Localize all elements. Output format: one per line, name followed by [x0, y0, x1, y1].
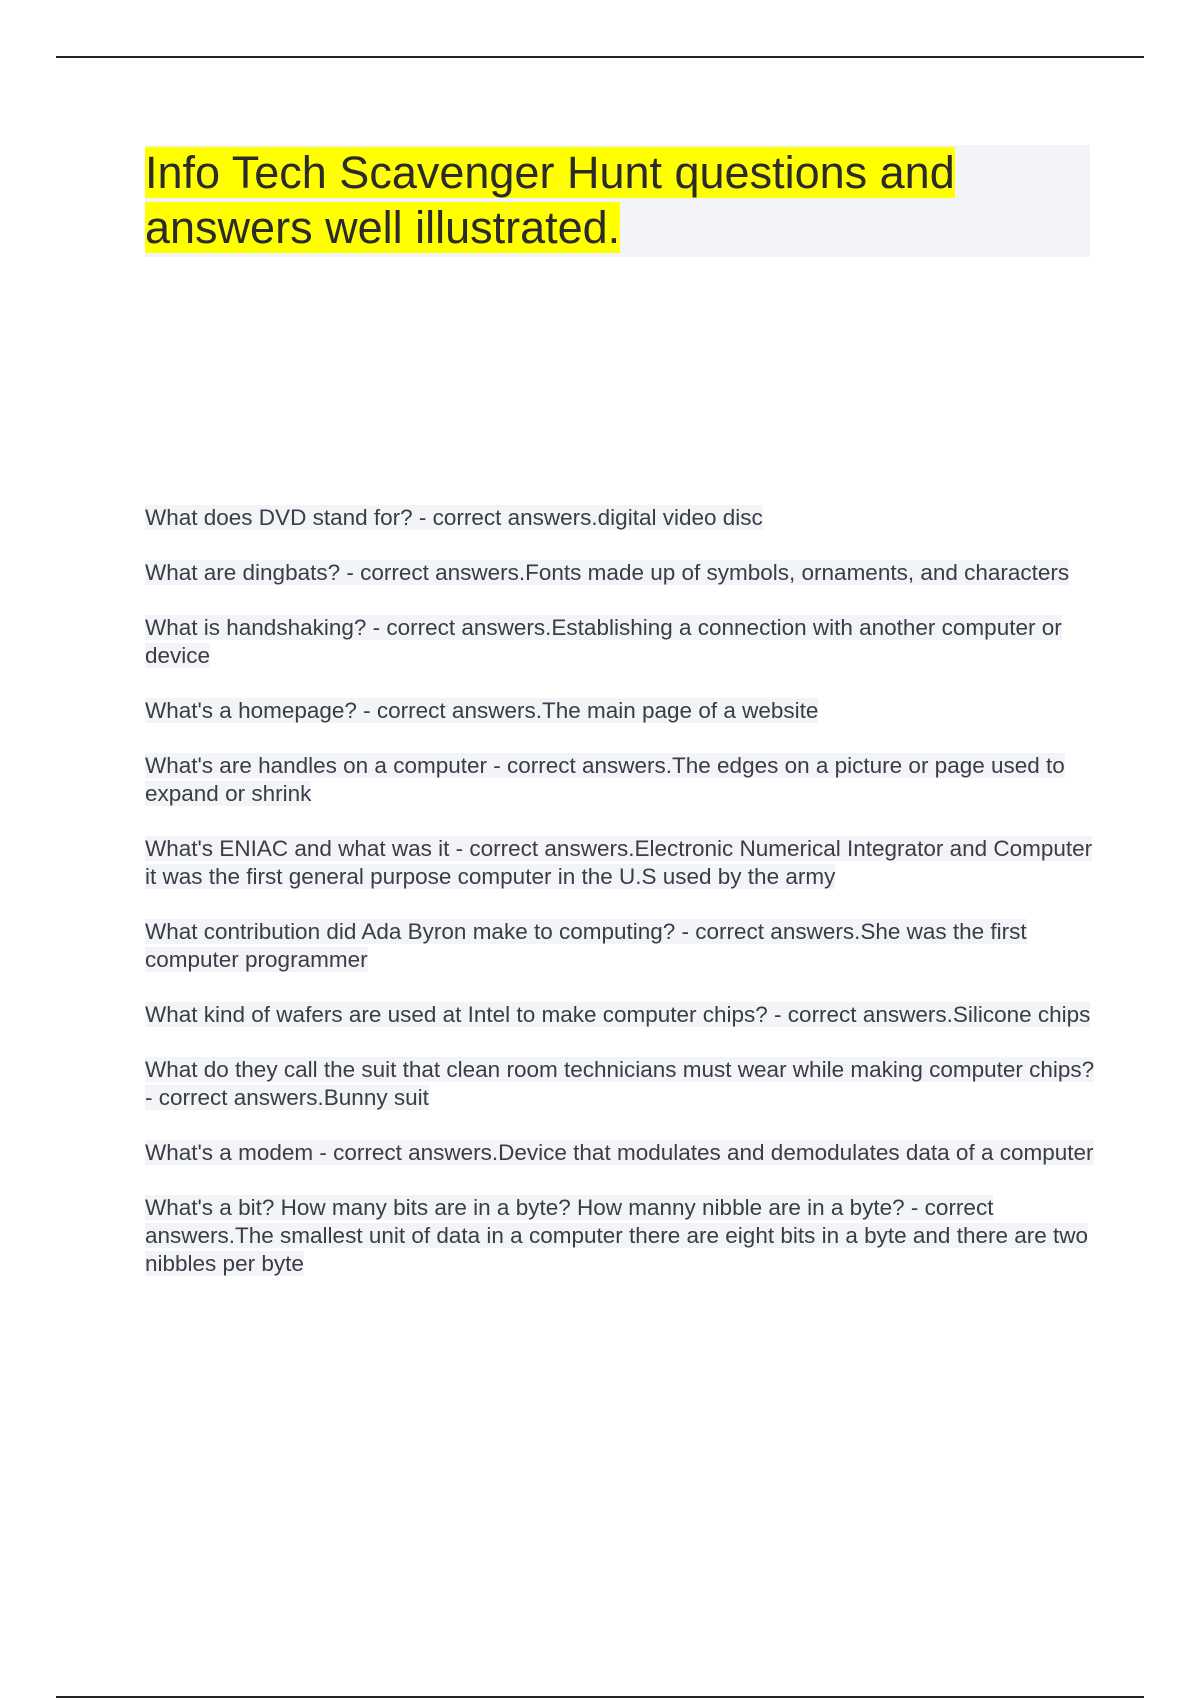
- qa-text: What do they call the suit that clean room technicians must wear while making computer chips? - correct answers.Bunny suit: [145, 1057, 1095, 1110]
- qa-item: [145, 1001, 1095, 1029]
- qa-item: [145, 1056, 1095, 1112]
- qa-item: [145, 697, 1095, 725]
- qa-item: [145, 1139, 1095, 1167]
- top-rule: [56, 56, 1144, 58]
- qa-item: [145, 752, 1095, 808]
- qa-text: What is handshaking? - correct answers.Establishing a connection with another computer or device: [145, 615, 1062, 668]
- qa-item: [145, 614, 1095, 670]
- qa-text: What's a homepage? - correct answers.The main page of a website: [145, 698, 819, 723]
- qa-text: What does DVD stand for? - correct answers.digital video disc: [145, 505, 763, 530]
- bottom-rule: [56, 1696, 1144, 1698]
- qa-text: What's are handles on a computer - correct answers.The edges on a picture or page used to expand or shrink: [145, 753, 1065, 806]
- qa-text: What's ENIAC and what was it - correct answers.Electronic Numerical Integrator and Computer it was the first general purpose computer in the U.S used by the army: [145, 836, 1093, 889]
- title-block: [145, 145, 1090, 257]
- qa-text: What are dingbats? - correct answers.Fonts made up of symbols, ornaments, and characters: [145, 560, 1070, 585]
- qa-text: What's a modem - correct answers.Device that modulates and demodulates data of a computer: [145, 1140, 1094, 1165]
- qa-text: What contribution did Ada Byron make to computing? - correct answers.She was the first computer programmer: [145, 919, 1027, 972]
- qa-item: [145, 559, 1095, 587]
- document-title: [145, 145, 1045, 255]
- qa-item: [145, 918, 1095, 974]
- qa-text: What's a bit? How many bits are in a byte? How manny nibble are in a byte? - correct answers.The smallest unit of data in a computer there are eight bits in a byte and there are two nibbles per byte: [145, 1195, 1089, 1276]
- qa-list: [145, 504, 1095, 1305]
- qa-item: [145, 504, 1095, 532]
- qa-item: [145, 1194, 1095, 1278]
- qa-item: [145, 835, 1095, 891]
- document-title-text: Info Tech Scavenger Hunt questions and answers well illustrated.: [145, 147, 955, 253]
- qa-text: What kind of wafers are used at Intel to make computer chips? - correct answers.Silicone chips: [145, 1002, 1091, 1027]
